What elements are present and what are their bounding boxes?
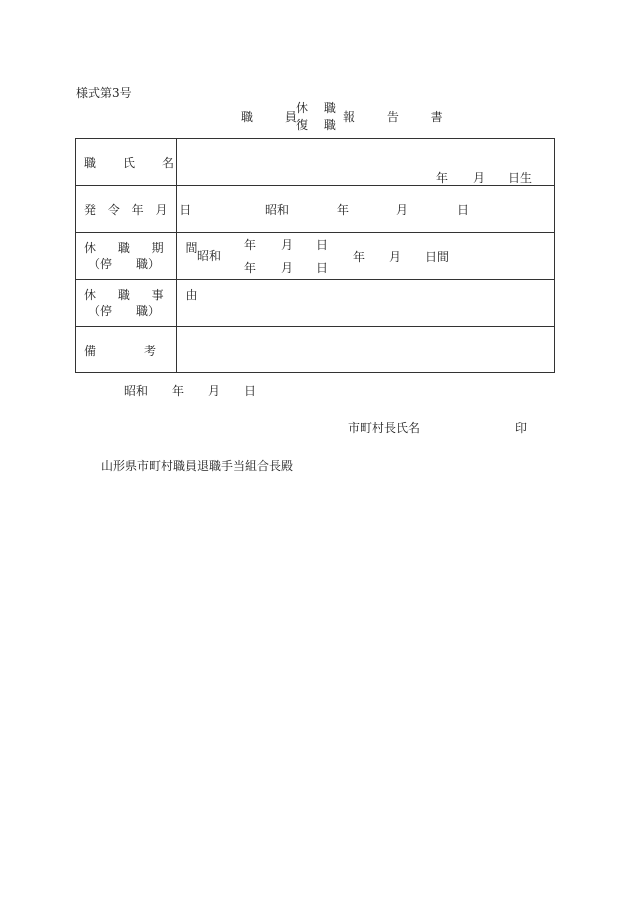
period-to-year: 年 (244, 261, 257, 275)
birth-day-label: 日生 (508, 171, 533, 185)
title-part2: 報 告 書 (343, 110, 457, 124)
period-duration-year: 年 (353, 250, 366, 264)
report-month-label: 月 (208, 384, 221, 398)
birth-year-label: 年 (436, 171, 449, 185)
table-row-divider (76, 279, 554, 280)
report-year-label: 年 (172, 384, 185, 398)
form-number: 様式第3号 (76, 86, 132, 100)
issue-year-label: 年 (337, 203, 350, 217)
title-part1: 職 員 (241, 110, 311, 124)
period-from-month: 月 (281, 238, 294, 252)
row-label-period: 休 職 期 間 (84, 241, 207, 255)
table-row-divider (76, 232, 554, 233)
mayor-name-label: 市町村長氏名 (348, 421, 421, 435)
birth-month-label: 月 (473, 171, 486, 185)
row-label-remarks: 備 考 (84, 344, 157, 358)
table-row-divider (76, 185, 554, 186)
period-duration-month: 月 (389, 250, 402, 264)
row-label-issue-date: 発 令 年 月 日 (84, 203, 196, 217)
seal-mark: 印 (515, 421, 528, 435)
period-era: 昭和 (197, 249, 222, 263)
report-day-label: 日 (244, 384, 257, 398)
table-column-divider (176, 139, 177, 372)
issue-era: 昭和 (265, 203, 290, 217)
period-from-day: 日 (316, 238, 329, 252)
row-label-reason: 休 職 事 由 (84, 288, 207, 302)
row-sublabel-reason: （停 職） (88, 304, 161, 318)
issue-month-label: 月 (396, 203, 409, 217)
title-stacked-bottom: 復 職 (296, 118, 342, 132)
period-duration-days: 日間 (425, 250, 450, 264)
period-from-year: 年 (244, 238, 257, 252)
row-label-name: 職 氏 名 (84, 156, 176, 170)
period-to-month: 月 (281, 261, 294, 275)
title-stacked-top: 休 職 (296, 101, 342, 115)
issue-day-label: 日 (457, 203, 470, 217)
row-sublabel-period: （停 職） (88, 257, 161, 271)
table-row-divider (76, 326, 554, 327)
report-table (75, 138, 555, 373)
addressee: 山形県市町村職員退職手当組合長殿 (101, 459, 294, 473)
period-to-day: 日 (316, 261, 329, 275)
report-era: 昭和 (124, 384, 149, 398)
